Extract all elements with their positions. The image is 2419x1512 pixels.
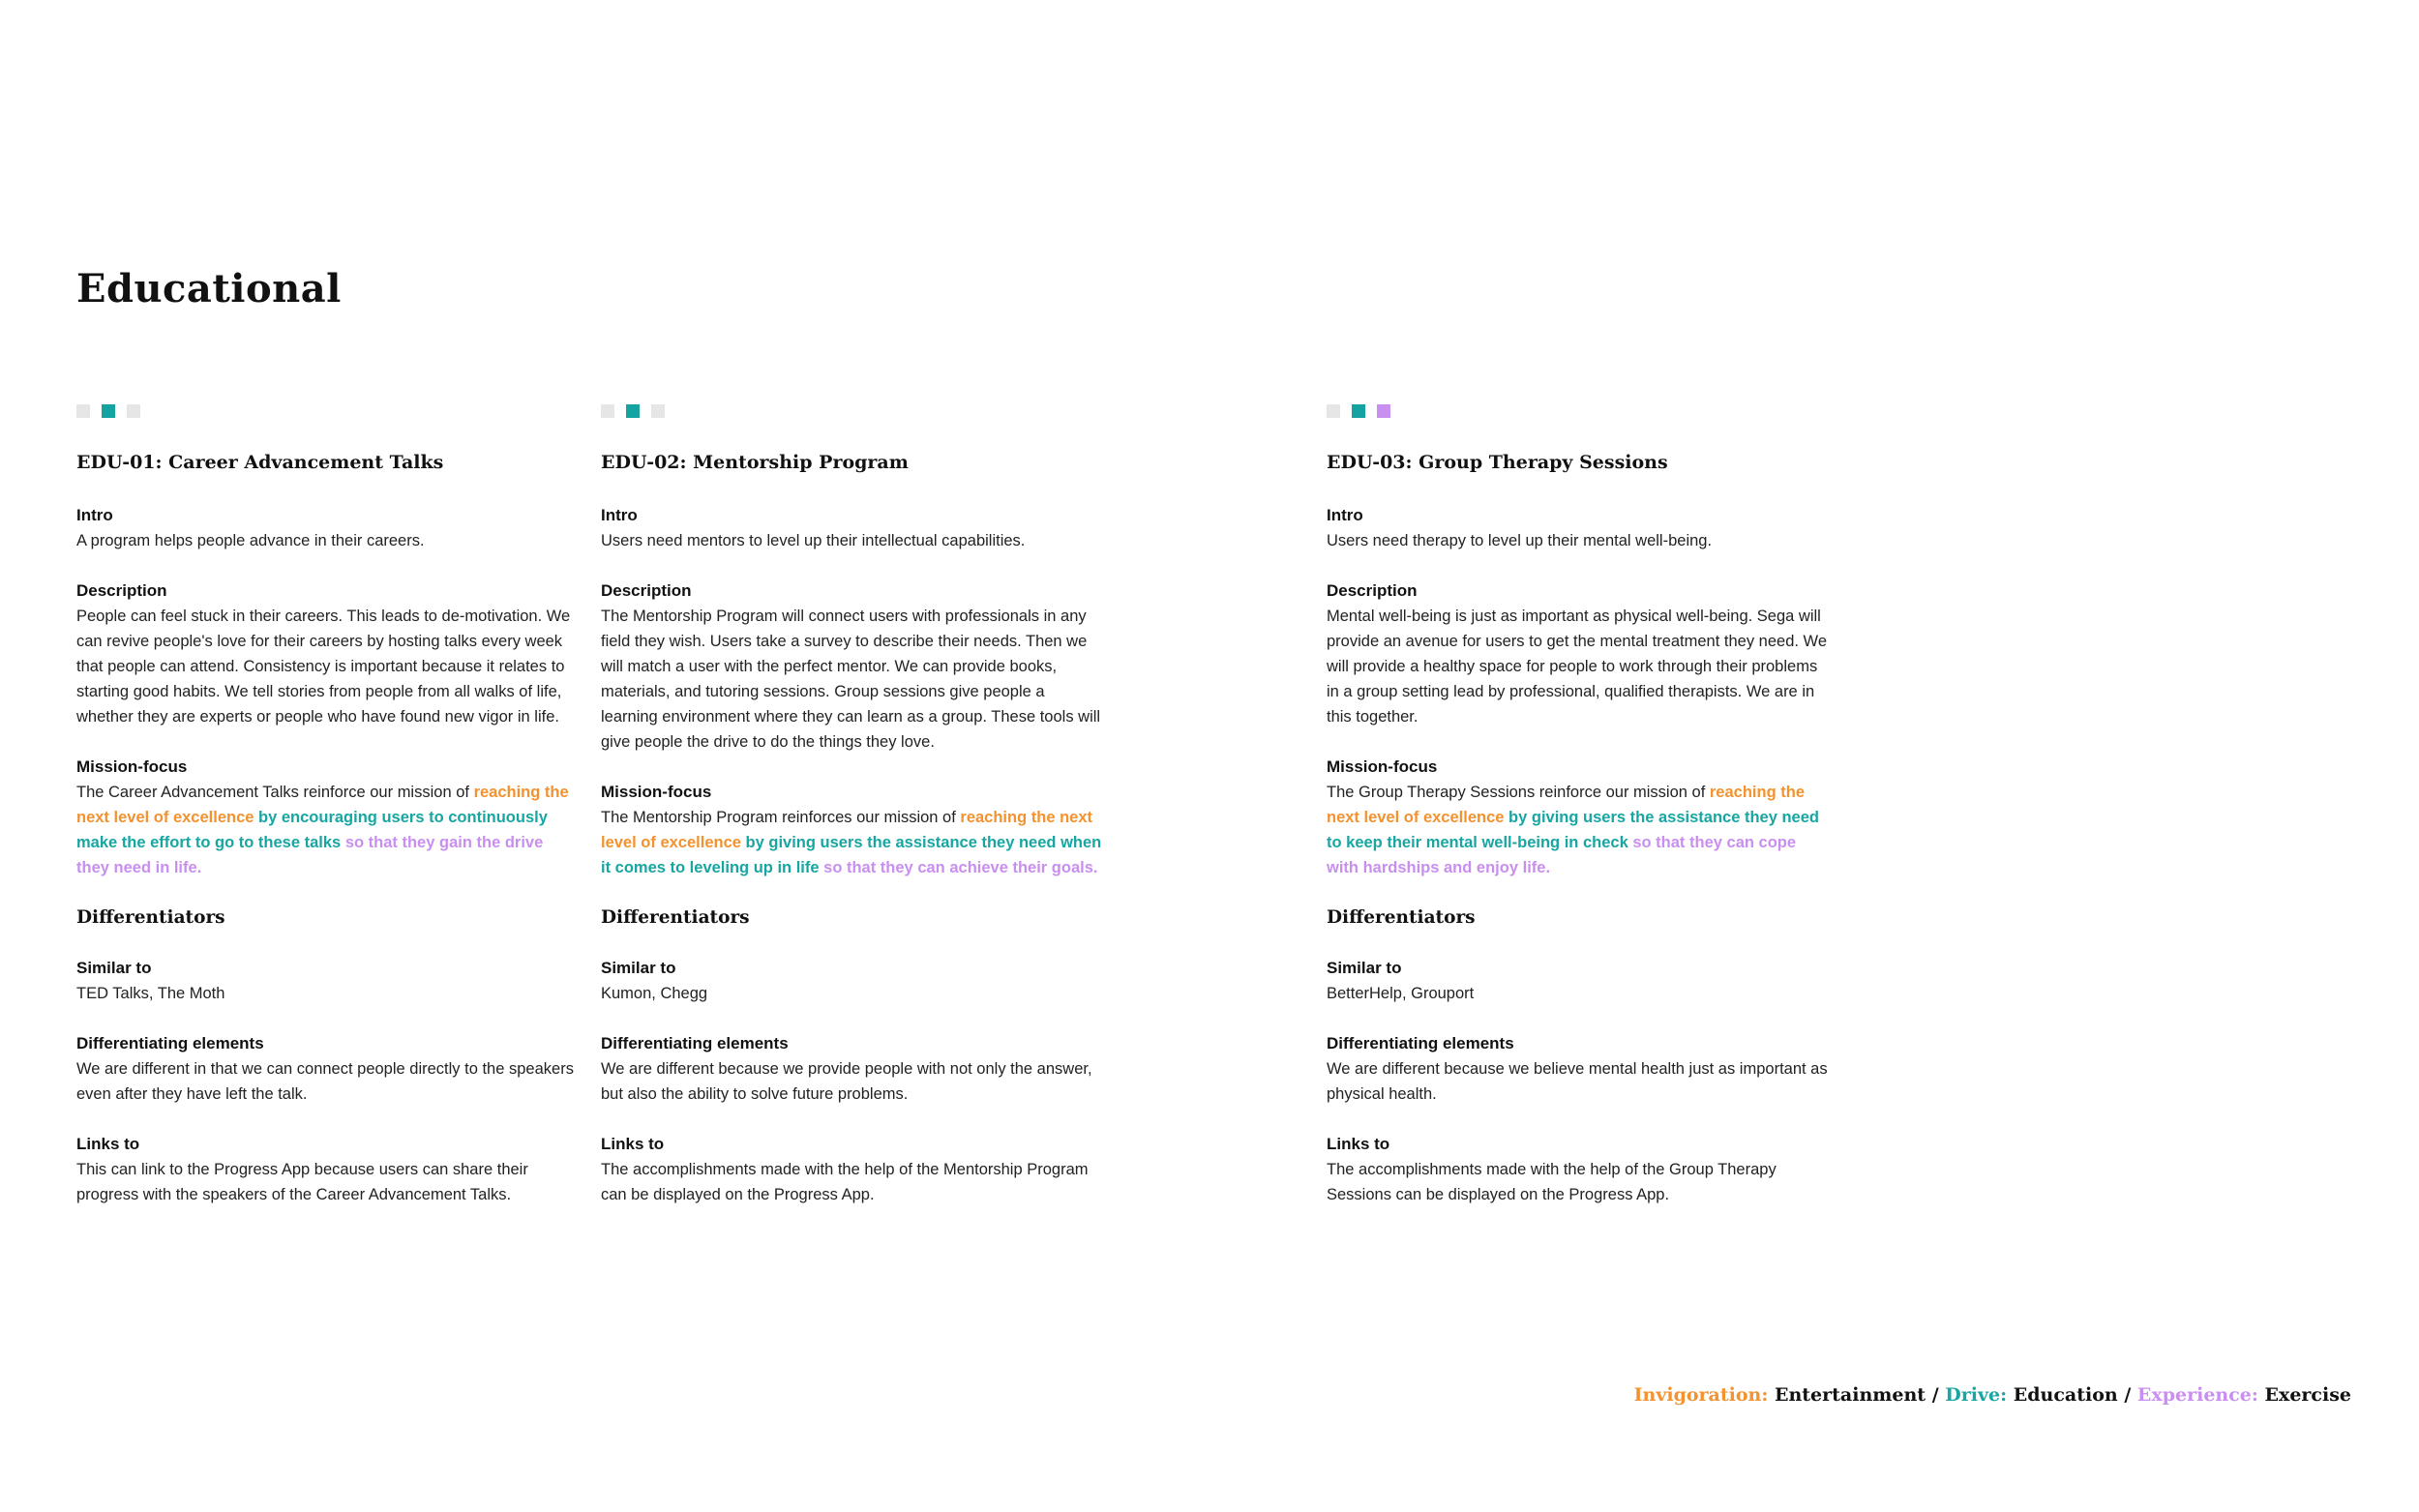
indicator-square-invigoration <box>76 404 90 418</box>
mission-highlight-invigoration: reaching the next level of excellence <box>601 809 1093 851</box>
category-indicator <box>601 404 1104 418</box>
mission-focus-text <box>76 780 580 880</box>
differentiators-heading: Differentiators <box>1327 907 1476 928</box>
similar-to-text: Kumon, Chegg <box>601 985 708 1002</box>
concept-card-edu-03 <box>1327 404 1830 1232</box>
differentiating-elements-label: Differentiating elements <box>76 1034 264 1052</box>
concept-card-edu-01 <box>76 404 580 1232</box>
intro-text: Users need therapy to level up their mental well-being. <box>1327 532 1713 549</box>
page-title: Educational <box>76 266 342 311</box>
indicator-square-experience <box>1377 404 1390 418</box>
differentiators-heading: Differentiators <box>601 907 750 928</box>
similar-to-text: BetterHelp, Grouport <box>1327 985 1475 1002</box>
legend-experience-label: Experience: <box>2136 1384 2258 1406</box>
differentiating-elements-label: Differentiating elements <box>601 1034 789 1052</box>
differentiating-elements-text: We are different because we believe mental health just as important as physical health. <box>1327 1060 1828 1103</box>
mission-prefix: The Career Advancement Talks reinforce our mission of <box>76 784 474 801</box>
category-legend <box>1634 1384 2351 1406</box>
differentiating-elements-label: Differentiating elements <box>1327 1034 1514 1052</box>
mission-focus-label: Mission-focus <box>1327 757 1438 776</box>
description-label: Description <box>1327 581 1418 600</box>
intro-label: Intro <box>601 506 638 524</box>
mission-prefix: The Mentorship Program reinforces our mission of <box>601 809 961 826</box>
legend-invigoration-value: Entertainment <box>1774 1384 1926 1406</box>
description-text: Mental well-being is just as important as physical well-being. Sega will provide an avenue for users to get the mental treatment they need. We will provide a healthy space for people to work through their problems in a group setting lead by professional, qualified therapists. We are in this together. <box>1327 608 1828 726</box>
indicator-square-invigoration <box>601 404 614 418</box>
similar-to-label: Similar to <box>601 959 676 977</box>
mission-highlight-drive: by giving users the assistance they need when it comes to leveling up in life <box>601 834 1102 876</box>
links-to-text: The accomplishments made with the help of the Group Therapy Sessions can be displayed on the Progress App. <box>1327 1161 1777 1203</box>
intro-label: Intro <box>76 506 113 524</box>
description-label: Description <box>76 581 167 600</box>
links-to-label: Links to <box>601 1135 665 1153</box>
legend-drive-value: Education <box>2013 1384 2118 1406</box>
description-text: People can feel stuck in their careers. This leads to de-motivation. We can revive people's love for their careers by hosting talks every week that people can attend. Consistency is important because it relates to starting good habits. We tell stories from people from all walks of life, whether they are experts or people who have found new vigor in life. <box>76 608 571 726</box>
links-to-text: This can link to the Progress App because users can share their progress with the speakers of the Career Advancement Talks. <box>76 1161 528 1203</box>
mission-focus-label: Mission-focus <box>601 783 712 801</box>
card-title: EDU-02: Mentorship Program <box>601 452 909 473</box>
indicator-square-invigoration <box>1327 404 1340 418</box>
legend-experience-value: Exercise <box>2264 1384 2351 1406</box>
intro-text: A program helps people advance in their careers. <box>76 532 425 549</box>
similar-to-text: TED Talks, The Moth <box>76 985 225 1002</box>
links-to-label: Links to <box>1327 1135 1390 1153</box>
mission-focus-label: Mission-focus <box>76 757 188 776</box>
category-indicator <box>76 404 580 418</box>
mission-focus-text <box>1327 780 1830 880</box>
card-title: EDU-03: Group Therapy Sessions <box>1327 452 1668 473</box>
differentiating-elements-text: We are different because we provide people with not only the answer, but also the ability to solve future problems. <box>601 1060 1092 1103</box>
card-title: EDU-01: Career Advancement Talks <box>76 452 444 473</box>
legend-invigoration-label: Invigoration: <box>1633 1384 1769 1406</box>
links-to-text: The accomplishments made with the help of the Mentorship Program can be displayed on the Progress App. <box>601 1161 1089 1203</box>
indicator-square-drive <box>1352 404 1365 418</box>
category-indicator <box>1327 404 1830 418</box>
mission-prefix: The Group Therapy Sessions reinforce our mission of <box>1327 784 1710 801</box>
mission-highlight-drive: by encouraging users to continuously make the effort to go to these talks <box>76 809 548 851</box>
indicator-square-drive <box>626 404 640 418</box>
mission-highlight-experience: so that they can achieve their goals. <box>823 859 1098 876</box>
indicator-square-experience <box>127 404 140 418</box>
description-label: Description <box>601 581 692 600</box>
mission-highlight-drive: by giving users the assistance they need to keep their mental well-being in check <box>1327 809 1819 851</box>
differentiating-elements-text: We are different in that we can connect people directly to the speakers even after they have left the talk. <box>76 1060 574 1103</box>
intro-label: Intro <box>1327 506 1363 524</box>
similar-to-label: Similar to <box>1327 959 1402 977</box>
mission-focus-text <box>601 805 1104 880</box>
indicator-square-experience <box>651 404 665 418</box>
legend-separator: / <box>2124 1384 2132 1406</box>
mission-highlight-experience: so that they can cope with hardships and enjoy life. <box>1327 834 1797 876</box>
differentiators-heading: Differentiators <box>76 907 225 928</box>
links-to-label: Links to <box>76 1135 140 1153</box>
mission-highlight-experience: so that they gain the drive they need in life. <box>76 834 544 876</box>
similar-to-label: Similar to <box>76 959 152 977</box>
concept-card-edu-02 <box>601 404 1104 1232</box>
indicator-square-drive <box>102 404 115 418</box>
intro-text: Users need mentors to level up their intellectual capabilities. <box>601 532 1026 549</box>
legend-separator: / <box>1931 1384 1939 1406</box>
mission-highlight-invigoration: reaching the next level of excellence <box>76 784 569 826</box>
mission-highlight-invigoration: reaching the next level of excellence <box>1327 784 1805 826</box>
description-text: The Mentorship Program will connect users with professionals in any field they wish. Users take a survey to describe their needs. Then we will match a user with the perfect mentor. We can provide books, materials, and tutoring sessions. Group sessions give people a learning environment where they can learn as a group. These tools will give people the drive to do the things they love. <box>601 608 1101 751</box>
legend-drive-label: Drive: <box>1945 1384 2008 1406</box>
